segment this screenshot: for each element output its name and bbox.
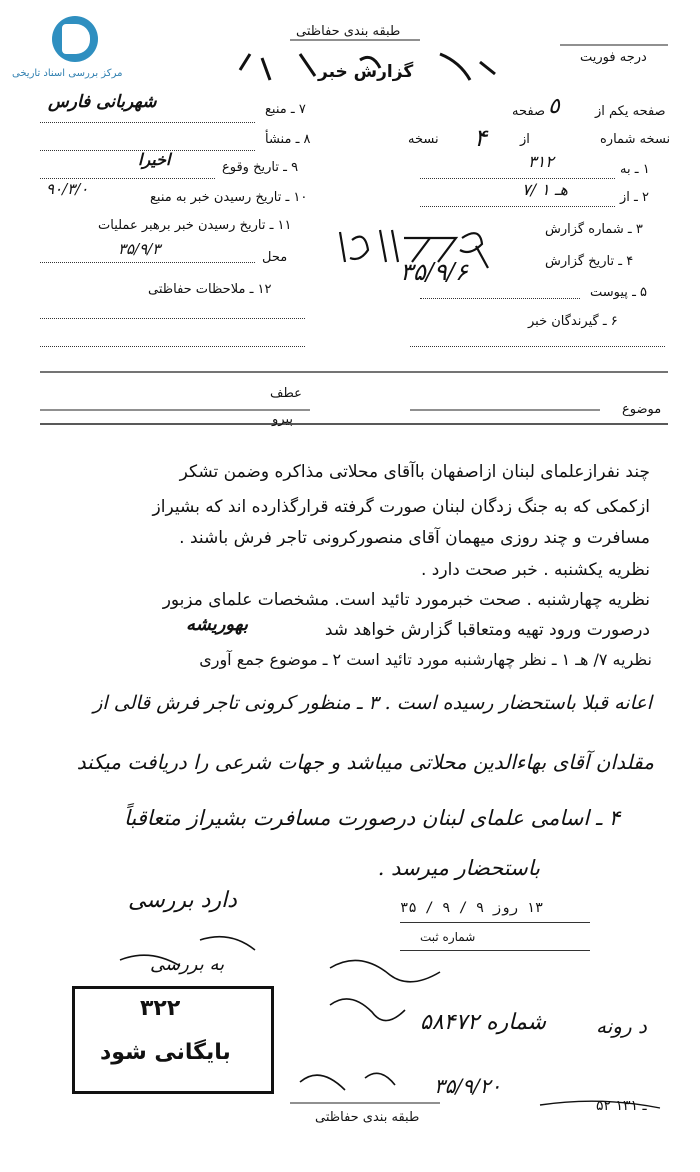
footer-code: ۵۲ ـ ۱۳۱ — [596, 1098, 647, 1114]
body-line-6-hand: بهوریشه — [186, 614, 249, 635]
field-1-value: ۳۱۲ — [528, 152, 554, 171]
field-3-value — [342, 222, 465, 257]
classification-top: طبقه بندی حفاظتی — [296, 24, 401, 39]
logo-caption: مرکز بررسی اسناد تاریخی — [12, 68, 123, 79]
field-4-label: ۴ ـ تاریخ گزارش — [545, 254, 634, 269]
archive-logo-inner — [62, 24, 90, 54]
bottom-date: ۳۵/۹/۲۰ — [434, 1074, 502, 1098]
field-9-label: ۹ ـ تاریخ وقوع — [222, 160, 299, 175]
atf-label: عطف — [270, 386, 302, 401]
body-line-7: نظریه ۷/ هـ ۱ ـ نظر چهارشنبه مورد تائید است ۲ ـ موضوع جمع آوری — [199, 650, 652, 669]
field-7-label: ۷ ـ منبع — [265, 102, 306, 117]
body-line-5: نظریه چهارشنبه . صحت خبرمورد تائید است. مشخصات علمای مزبور — [162, 590, 650, 610]
field-5-label: ۵ ـ پیوست — [590, 285, 647, 300]
field-11-place-label: محل — [262, 250, 288, 265]
field-10-label: ۱۰ ـ تاریخ رسیدن خبر به منبع — [150, 190, 308, 205]
field-3-label: ۳ ـ شماره گزارش — [545, 222, 643, 237]
register-prefix: د رونه — [596, 1014, 647, 1038]
field-11-value: ۳۵/۹/۳ — [118, 240, 161, 258]
stamp-box-text: بایگانی شود — [100, 1040, 231, 1065]
footer-classification: طبقه بندی حفاظتی — [315, 1110, 420, 1125]
field-1-label: ۱ ـ به — [620, 162, 650, 177]
field-2-label: ۲ ـ از — [620, 190, 649, 205]
copy-total-hand: ۴ — [474, 124, 487, 152]
hand-line-2: مقلدان آقای بهاءالدین محلاتی میباشد و جهات شرعی را دریافت میکند — [76, 750, 654, 774]
stamp-box-hand: به بررسی — [150, 954, 225, 975]
hand-line-3: ۴ ـ اسامی علمای لبنان درصورت مسافرت بشیراز متعاقباً — [124, 806, 620, 830]
hand-line-1: اعانه قبلا باستحضار رسیده است . ۳ ـ منظور کرونی تاجر فرش قالی از — [93, 692, 652, 714]
field-12-label: ۱۲ ـ ملاحظات حفاظتی — [148, 282, 272, 297]
body-line-4: نظریه یکشنبه . خبر صحت دارد . — [421, 560, 650, 580]
page-value-hand: ٥ — [548, 94, 560, 119]
copy-label: نسخه شماره — [600, 132, 671, 147]
body-line-1: چند نفرازعلمای لبنان ازاصفهان باآقای محلاتی مذاکره وضمن تشکر — [179, 462, 650, 482]
field-2-value: ۷/ هـ ۱ — [522, 180, 568, 199]
stamp-mid-line-1: ۱۳ روز ۹ / ۹ / ۳۵ — [400, 900, 544, 916]
field-8-label: ۸ ـ منشأ — [265, 132, 311, 147]
priority-label: درجه فوریت — [580, 50, 647, 65]
stamp-box-number: ۳۲۲ — [140, 996, 181, 1021]
field-10-value: ۹۰/۳/۰ — [46, 180, 89, 198]
piro-label: پیرو — [272, 412, 293, 427]
field-11-label: ۱۱ ـ تاریخ رسیدن خبر برهبر عملیات — [98, 218, 292, 233]
body-line-6: درصورت ورود تهیه ومتعاقبا گزارش خواهد شد — [324, 620, 650, 640]
body-line-2: ازکمکی که به جنگ زدگان لبنان صورت گرفته قرارگذارده اند که بشیراز — [152, 497, 650, 517]
copy-of: از — [520, 132, 530, 147]
copy-suffix: نسخه — [408, 132, 439, 147]
page-title: گزارش خبر — [318, 62, 414, 82]
register-number: شماره ۵۸۴۷۲ — [420, 1010, 547, 1035]
field-9-value: اخیرا — [138, 150, 171, 169]
field-7-value: شهربانی فارس — [48, 92, 157, 112]
field-6-label: ۶ ـ گیرندگان خبر — [528, 314, 618, 329]
page-label: صفحه یکم از — [595, 104, 666, 119]
subject-label: موضوع — [622, 402, 662, 417]
page-suffix: صفحه — [512, 104, 545, 119]
signature-left: دارد بررسی — [128, 888, 237, 913]
body-line-3: مسافرت و چند روزی میهمان آقای منصورکرونی تاجر فرش باشند . — [179, 528, 650, 548]
stamp-mid-line-2: شماره ثبت — [420, 930, 476, 944]
hand-line-4: باستحضار میرسد . — [377, 856, 540, 880]
field-4-value: ۳۵/۹/۶ — [400, 258, 468, 286]
